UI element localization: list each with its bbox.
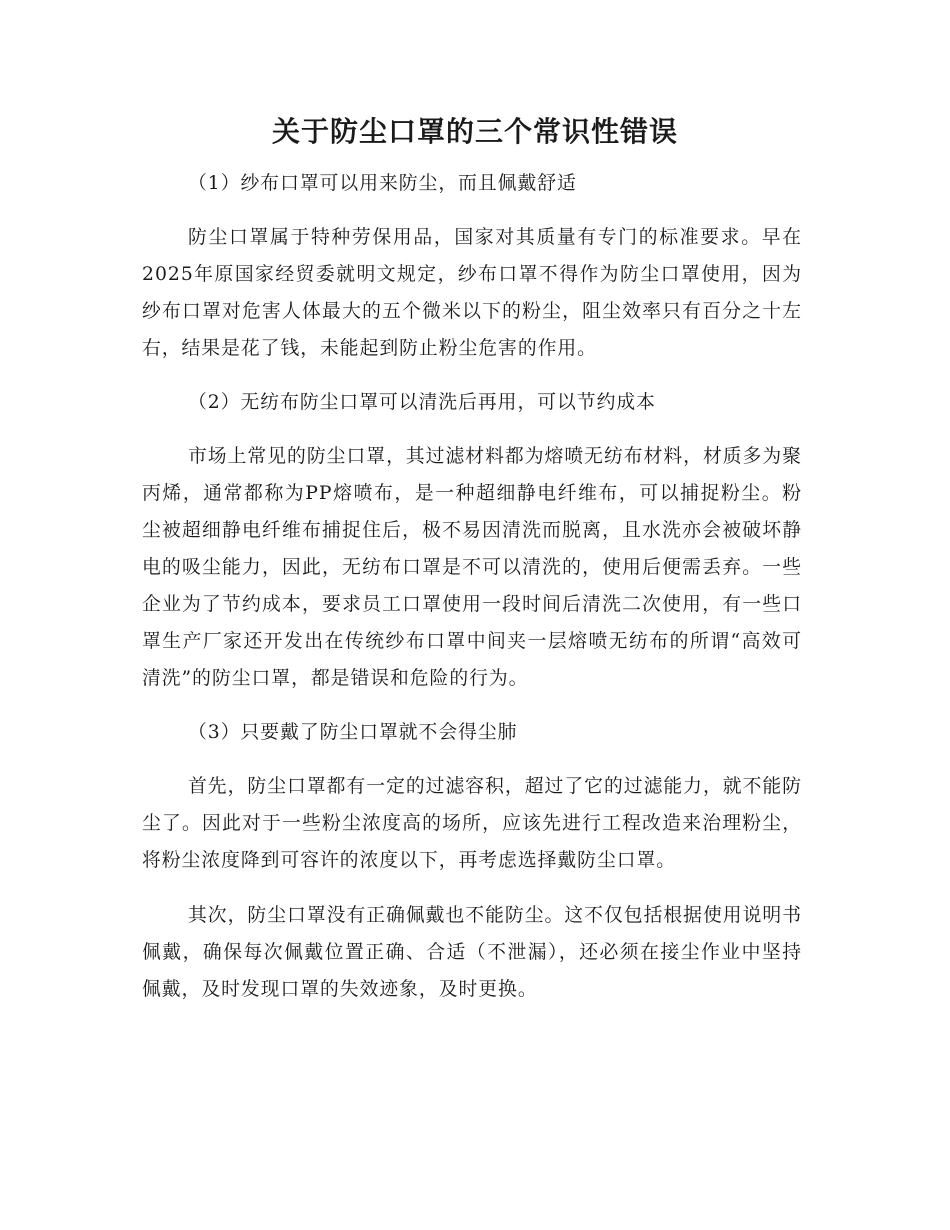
section-3-paragraph-1: 首先，防尘口罩都有一定的过滤容积，超过了它的过滤能力，就不能防尘了。因此对于一些粉尘浓度高的场所，应该先进行工程改造来治理粉尘，将粉尘浓度降到可容许的浓度以下，再考虑选择戴防尘口罩。 bbox=[142, 776, 802, 871]
section-1-paragraph-1: 防尘口罩属于特种劳保用品，国家对其质量有专门的标准要求。早在2025年原国家经贸委就明文规定，纱布口罩不得作为防尘口罩使用，因为纱布口罩对危害人体最大的五个微米以下的粉尘，阻尘效率只有百分之十左右，结果是花了钱，未能起到防止粉尘危害的作用。 bbox=[142, 227, 802, 359]
document-body bbox=[142, 166, 802, 1008]
section-heading-3: （3）只要戴了防尘口罩就不会得尘肺 bbox=[188, 722, 518, 743]
section-3-paragraph-2: 其次，防尘口罩没有正确佩戴也不能防尘。这不仅包括根据使用说明书佩戴，确保每次佩戴位置正确、合适（不泄漏），还必须在接尘作业中坚持佩戴，及时发现口罩的失效迹象，及时更换。 bbox=[142, 905, 802, 1000]
section-heading-1: （1）纱布口罩可以用来防尘，而且佩戴舒适 bbox=[188, 173, 577, 194]
section-heading-2: （2）无纺布防尘口罩可以清洗后再用，可以节约成本 bbox=[188, 392, 656, 413]
section-2-paragraph-1: 市场上常见的防尘口罩，其过滤材料都为熔喷无纺布材料，材质多为聚丙烯，通常都称为PP熔喷布，是一种超细静电纤维布，可以捕捉粉尘。粉尘被超细静电纤维布捕捉住后，极不易因清洗而脱离，且水洗亦会被破坏静电的吸尘能力，因此，无纺布口罩是不可以清洗的，使用后便需丢弃。一些企业为了节约成本，要求员工口罩使用一段时间后清洗二次使用，有一些口罩生产厂家还开发出在传统纱布口罩中间夹一层熔喷无纺布的所谓“高效可清洗”的防尘口罩，都是错误和危险的行为。 bbox=[142, 446, 802, 689]
document-title: 关于防尘口罩的三个常识性错误 bbox=[271, 115, 678, 148]
